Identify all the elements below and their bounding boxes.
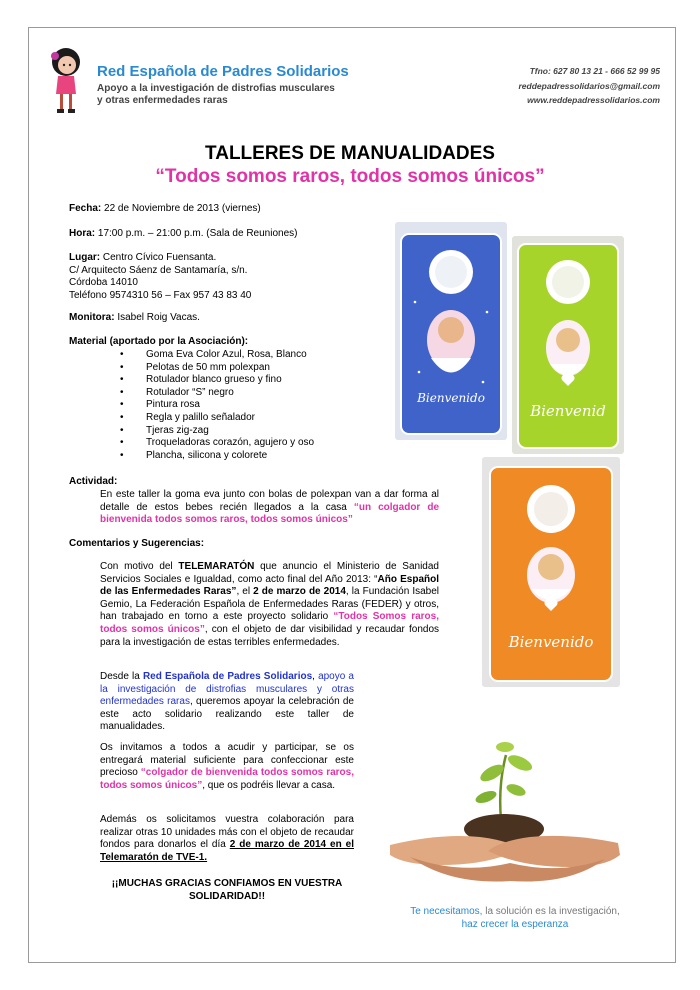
comentarios-paragraph-3 — [100, 742, 354, 792]
list-item: • Regla y palillo señalador — [120, 412, 380, 425]
hands-plant-image — [370, 725, 660, 895]
comentarios-label: Comentarios y Sugerencias: — [69, 538, 205, 549]
lugar-label: Lugar: — [69, 252, 101, 263]
org-subtitle-line1: Apoyo a la investigación de distrofias musculares — [97, 83, 335, 94]
lugar-line1: Centro Cívico Fuensanta. — [100, 252, 217, 263]
p2-text-e: , queremos apoyar la celebración de este acto solidario realizando este taller de manualidades. — [100, 696, 354, 733]
closing-line1: ¡¡MUCHAS GRACIAS CONFIAMOS EN VUESTRA — [111, 878, 343, 889]
material-list — [120, 349, 380, 462]
p3-text-c: , que os podréis llevar a casa. — [202, 779, 336, 791]
comentarios-paragraph-4 — [100, 814, 354, 864]
monitora-line — [69, 312, 200, 325]
slogan-part2: la solución es la investigación, — [485, 906, 620, 917]
p2-text-c: , — [312, 671, 319, 682]
slogan-part1: Te necesitamos, — [410, 906, 486, 917]
list-item: • Rotulador blanco grueso y fino — [120, 374, 380, 387]
slogan — [370, 905, 660, 931]
orange-hanger-bienvenido: Bienvenido — [508, 633, 594, 651]
fecha-line — [69, 203, 261, 216]
green-hanger-bienvenido: Bienvenid — [530, 402, 606, 420]
lugar-line4: Teléfono 9574310 56 – Fax 957 43 83 40 — [69, 289, 252, 301]
hora-label: Hora: — [69, 228, 96, 239]
p1-text-c: que anuncio el Ministerio de Sanidad Servicios Sociales e Igualdad, como acto final del Año 2013: “ — [100, 561, 439, 585]
lugar-line3: Córdoba 14010 — [69, 277, 138, 289]
contact-email[interactable]: reddepadressolidarios@gmail.com — [518, 80, 660, 91]
comentarios-paragraph-2 — [100, 671, 354, 734]
list-item: • Pelotas de 50 mm polexpan — [120, 362, 380, 375]
list-item: • Plancha, silicona y colorete — [120, 450, 380, 463]
slogan-part3: haz crecer la esperanza — [461, 919, 569, 930]
monitora-value: Isabel Roig Vacas. — [114, 312, 200, 323]
logo-doll-icon — [46, 44, 86, 116]
list-item: • Tjeras zig-zag — [120, 425, 380, 438]
orange-door-hanger-image — [482, 457, 620, 687]
actividad-label: Actividad: — [69, 476, 118, 487]
monitora-label: Monitora: — [69, 312, 115, 323]
p1-text-i: , con el objeto de dar visibilidad y recaudar fondos para la investigación de estas terribles enfermedades. — [100, 623, 440, 648]
contact-info — [519, 64, 661, 108]
org-name: Red Española de Padres Solidarios — [97, 63, 349, 80]
p1-text-g: , la Fundación Isabel Gemio, La Federación Española de Enfermedades Raras (FEDER) y otros, han trabajado en torno a este proyecto solidario — [100, 586, 440, 623]
page-subtitle: “Todos somos raros, todos somos únicos” — [155, 166, 545, 187]
page-title: TALLERES DE MANUALIDADES — [205, 143, 495, 164]
contact-phone: Tfno: 627 80 13 21 - 666 52 99 95 — [529, 66, 660, 76]
hora-value: 17:00 p.m. – 21:00 p.m. (Sala de Reuniones) — [95, 228, 298, 239]
p1-highlight: “Todos Somos raros, todos somos únicos” — [100, 611, 439, 635]
p2-org-mission: apoyo a la investigación de distrofias musculares y otras enfermedades raras — [100, 671, 354, 708]
blue-door-hanger-image — [395, 222, 507, 440]
green-door-hanger-image — [512, 236, 624, 454]
org-subtitle — [97, 83, 335, 107]
actividad-body: En este taller la goma eva junto con bolas de polexpan van a dar forma al detalle de estos bebes recién llegados a la casa — [100, 489, 439, 513]
p4-text-a: Además os solicitamos vuestra colaboración para realizar otras 10 unidades más con el objeto de recaudar fondos para donarlos el día — [100, 814, 354, 851]
list-item: • Rotulador “S” negro — [120, 387, 380, 400]
p2-text-a: Desde la — [100, 671, 143, 682]
actividad-highlight: “un colgador de bienvenida todos somos raros, todos somos únicos” — [100, 501, 440, 526]
p1-date: 2 de marzo de 2014 — [253, 586, 346, 598]
p3-text-a: Os invitamos a todos a acudir y participar, se os entregará material suficiente para confeccionar este precioso — [100, 742, 354, 779]
contact-website[interactable]: www.reddepadressolidarios.com — [527, 95, 660, 105]
p1-telemaraton: TELEMARATÓN — [178, 561, 255, 572]
p1-text-e: , el — [236, 586, 254, 598]
hora-line — [69, 228, 297, 241]
p3-highlight: “colgador de bienvenida todos somos raros, todos somos únicos” — [100, 767, 355, 791]
blue-hanger-bienvenido: Bienvenido — [417, 391, 485, 405]
closing-line2: SOLIDARIDAD!! — [188, 890, 266, 902]
lugar-line2: C/ Arquitecto Sáenz de Santamaría, s/n. — [69, 264, 248, 276]
p2-org-name: Red Española de Padres Solidarios — [142, 671, 313, 682]
actividad-text — [100, 489, 439, 527]
fecha-value: 22 de Noviembre de 2013 (viernes) — [101, 203, 261, 214]
fecha-label: Fecha: — [69, 203, 102, 214]
p1-text-a: Con motivo del — [100, 561, 179, 572]
list-item: • Goma Eva Color Azul, Rosa, Blanco — [120, 349, 380, 362]
org-subtitle-line2: y otras enfermedades raras — [97, 95, 228, 106]
p4-date: 2 de marzo de 2014 en el Telemaratón de TVE-1. — [100, 839, 354, 863]
list-item: • Troqueladoras corazón, agujero y oso — [120, 437, 380, 450]
comentarios-paragraph-1 — [100, 561, 439, 649]
list-item: • Pintura rosa — [120, 399, 380, 412]
closing-message — [100, 878, 354, 903]
lugar-block — [69, 252, 251, 302]
material-label: Material (aportado por la Asociación): — [69, 336, 249, 347]
p1-ano-espanol: Año Español de las Enfermedades Raras” — [100, 573, 439, 598]
